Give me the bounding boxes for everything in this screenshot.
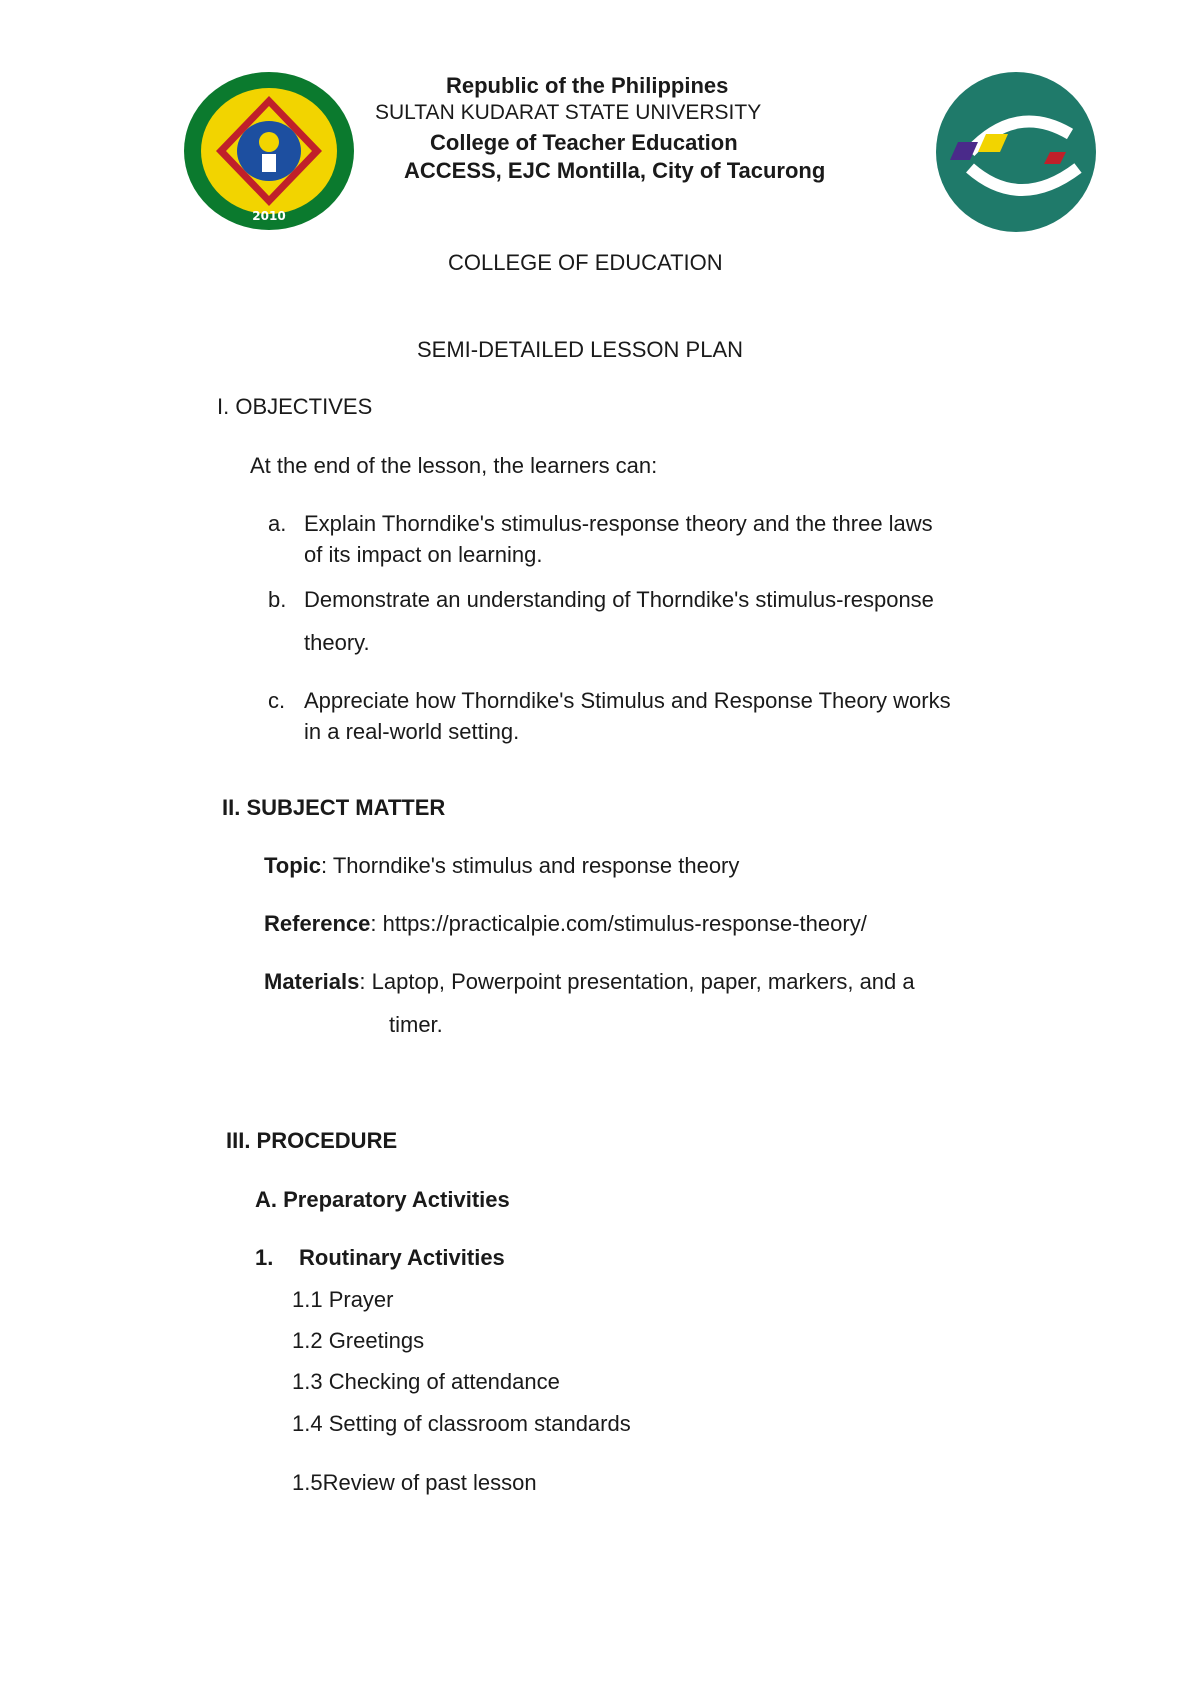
reference-label: Reference (264, 911, 371, 936)
topic-label: Topic (264, 853, 322, 878)
materials-value-line2: timer. (389, 1012, 443, 1037)
materials-label: Materials (264, 969, 360, 994)
plan-title: SEMI-DETAILED LESSON PLAN (417, 337, 744, 362)
routine-item-attendance: 1.3 Checking of attendance (292, 1369, 560, 1394)
college-title: COLLEGE OF EDUCATION (448, 250, 723, 275)
routinary-activities-marker: 1. (255, 1245, 274, 1270)
topic-row (264, 853, 739, 879)
procedure-heading: III. PROCEDURE (226, 1128, 398, 1153)
header-address: ACCESS, EJC Montilla, City of Tacurong (404, 158, 826, 183)
seal-torch-icon (262, 154, 276, 172)
cte-logo-svg (930, 72, 1102, 232)
routine-item-prayer: 1.1 Prayer (292, 1287, 394, 1312)
preparatory-activities-heading: A. Preparatory Activities (255, 1187, 510, 1212)
routine-item-greetings: 1.2 Greetings (292, 1328, 425, 1353)
objective-a-marker: a. (268, 511, 287, 536)
objective-c-marker: c. (268, 688, 286, 713)
university-seal-svg (182, 70, 356, 232)
materials-value-line1: : Laptop, Powerpoint presentation, paper, markers, and a (359, 969, 915, 994)
header-republic: Republic of the Philippines (446, 73, 729, 98)
routine-item-standards: 1.4 Setting of classroom standards (292, 1411, 631, 1436)
objective-c-line1: Appreciate how Thorndike's Stimulus and Response Theory works (304, 688, 951, 713)
reference-row (264, 911, 867, 937)
university-seal-logo (182, 70, 356, 232)
routine-item-review: 1.5Review of past lesson (292, 1470, 537, 1495)
seal-year: 2010 (252, 209, 286, 223)
header-university: SULTAN KUDARAT STATE UNIVERSITY (375, 101, 762, 124)
header-college: College of Teacher Education (430, 130, 738, 155)
reference-value: : https://practicalpie.com/stimulus-response-theory/ (370, 911, 867, 936)
objectives-intro: At the end of the lesson, the learners can: (250, 453, 658, 478)
objective-a-line2: of its impact on learning. (304, 542, 543, 567)
materials-row (264, 969, 915, 995)
objective-c-line2: in a real-world setting. (304, 719, 520, 744)
seal-sun-icon (259, 132, 279, 152)
objective-a-line1: Explain Thorndike's stimulus-response theory and the three laws (304, 511, 933, 536)
cte-logo (930, 72, 1102, 232)
objectives-heading: I. OBJECTIVES (217, 394, 373, 419)
routinary-activities-label: Routinary Activities (299, 1245, 505, 1270)
objective-b-line2: theory. (304, 630, 370, 655)
objective-b-line1: Demonstrate an understanding of Thorndike's stimulus-response (304, 587, 934, 612)
subject-matter-heading: II. SUBJECT MATTER (222, 795, 446, 820)
topic-value: : Thorndike's stimulus and response theory (321, 853, 740, 878)
objective-b-marker: b. (268, 587, 287, 612)
